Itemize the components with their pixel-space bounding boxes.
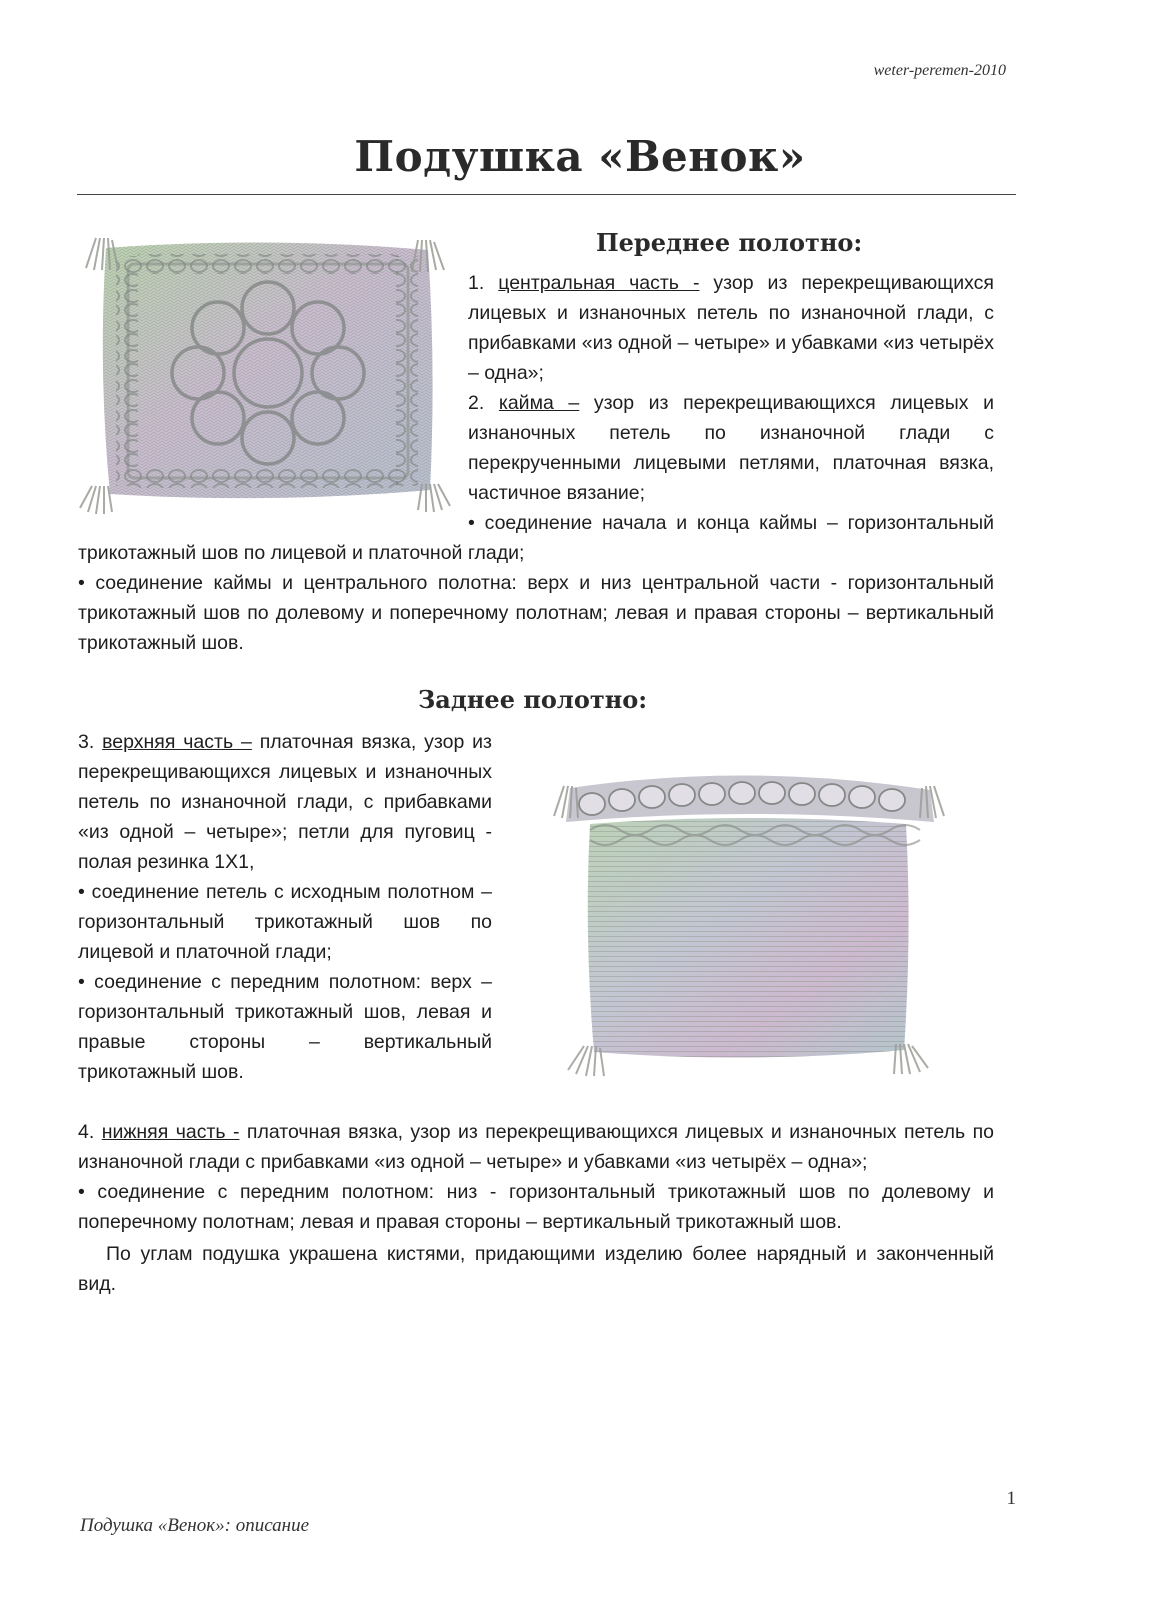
title-divider bbox=[77, 194, 1016, 195]
item2-text: узор из перекрещивающихся лицевых и изнаночных петель по изнаночной глади с перекрученными лицевыми петлями, платочная вязка, частичное вязание; bbox=[468, 392, 995, 504]
closing-paragraph: По углам подушка украшена кистями, придающими изделию более нарядный и законченный вид. bbox=[78, 1243, 994, 1295]
page-title: Подушка «Венок» bbox=[354, 132, 806, 181]
back-pillow-photo bbox=[550, 764, 946, 1082]
item3-text: платочная вязка, узор из перекрещивающихся лицевых и изнаночных петель по изнаночной глади, с прибавками «из одной – четыре»; петли для пуговиц - полая резинка 1Х1, bbox=[78, 731, 492, 873]
item2-term: кайма – bbox=[498, 392, 580, 414]
front-bullet-2: • соединение каймы и центрального полотна: верх и низ центральной части - горизонтальный трикотажный шов по долевому и поперечному полотнам; левая и правая стороны – вертикальный трикотажный шов. bbox=[78, 572, 994, 654]
back-bullet-3: • соединение с передним полотном: низ - горизонтальный трикотажный шов по долевому и поперечному полотнам; левая и правая стороны – вертикальный трикотажный шов. bbox=[78, 1181, 994, 1233]
page-number: 1 bbox=[1006, 1488, 1016, 1509]
item1-number: 1. bbox=[468, 272, 485, 294]
back-bullet-1: • соединение петель с исходным полотном – горизонтальный трикотажный шов по лицевой и платочной глади; bbox=[78, 881, 492, 963]
item3-paragraph bbox=[78, 727, 492, 877]
item2-paragraph bbox=[468, 388, 994, 508]
site-tag: weter-peremen-2010 bbox=[873, 62, 1006, 79]
item1-term: центральная часть - bbox=[498, 272, 700, 294]
front-text-full bbox=[78, 508, 994, 658]
item4-text: платочная вязка, узор из перекрещивающихся лицевых и изнаночных петель по изнаночной глади с прибавками «из одной – четыре» и убавками «из четырёх – одна»; bbox=[78, 1121, 994, 1173]
item3-term: верхняя часть – bbox=[102, 731, 252, 753]
back-heading: Заднее полотно: bbox=[418, 685, 648, 714]
item1-text: узор из перекрещивающихся лицевых и изнаночных петель по изнаночной глади, с прибавками «из одной – четыре» и убавками «из четырёх – одна»; bbox=[468, 272, 994, 384]
front-bullet-1: • соединение начала и конца каймы – горизонтальный трикотажный шов по лицевой и платочной глади; bbox=[78, 512, 994, 564]
back-text-full bbox=[78, 1117, 994, 1299]
item2-number: 2. bbox=[468, 392, 485, 414]
front-pillow-photo bbox=[78, 228, 456, 518]
back-bullet-2: • соединение с передним полотном: верх – горизонтальный трикотажный шов, левая и правые стороны – вертикальный трикотажный шов. bbox=[78, 971, 492, 1083]
footer-caption: Подушка «Венок»: описание bbox=[80, 1515, 310, 1536]
item1-paragraph bbox=[468, 268, 994, 388]
item4-term: нижняя часть - bbox=[101, 1121, 240, 1143]
item4-paragraph bbox=[78, 1117, 994, 1177]
item4-number: 4. bbox=[78, 1121, 95, 1143]
front-heading: Переднее полотно: bbox=[596, 228, 863, 257]
back-text-left bbox=[78, 727, 492, 1087]
front-text-right bbox=[468, 268, 994, 508]
item3-number: 3. bbox=[78, 731, 95, 753]
